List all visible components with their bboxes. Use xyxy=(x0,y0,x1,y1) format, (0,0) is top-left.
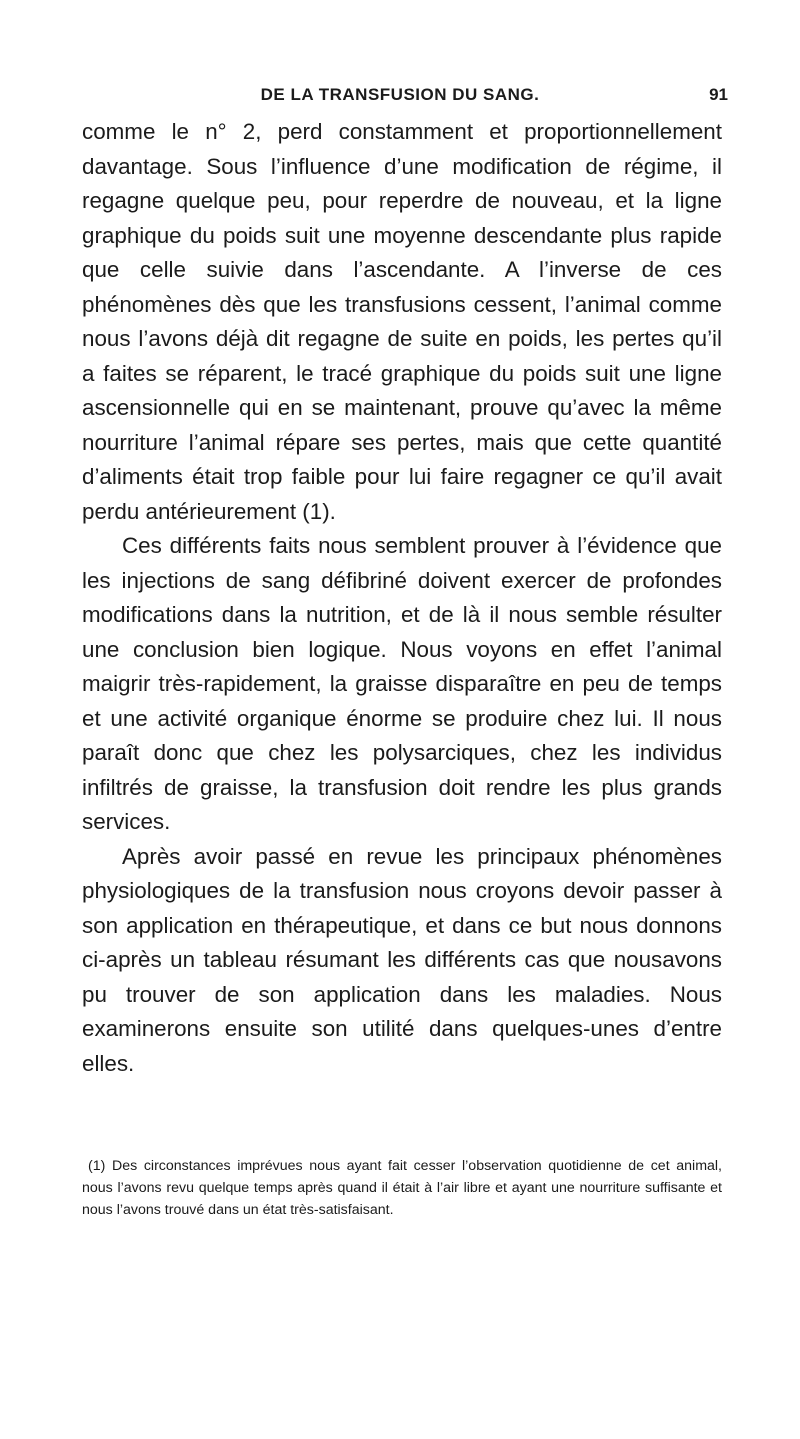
paragraph-1: comme le n° 2, perd constamment et proportionnellement davantage. Sous l’influence d’une modification de régime, il regagne quelque peu, pour reperdre de nouveau, et la ligne graphique du poids suit une moyenne descendante plus rapide que celle suivie dans l’ascendante. A l’inverse de ces phénomènes dès que les transfusions cessent, l’animal comme nous l’avons déjà dit regagne de suite en poids, les pertes qu’il a faites se réparent, le tracé graphique du poids suit une ligne ascensionnelle qui en se maintenant, prouve qu’avec la même nourriture l’animal répare ses pertes, mais que cette quantité d’aliments était trop faible pour lui faire regagner ce qu’il avait perdu antérieurement (1). xyxy=(82,119,722,524)
page-number: 91 xyxy=(709,85,728,104)
running-title: DE LA TRANSFUSION DU SANG. xyxy=(260,85,540,104)
paragraph-2: Ces différents faits nous semblent prouver à l’évidence que les injections de sang défibriné doivent exercer de profondes modifications dans la nutrition, et de là il nous semble résulter une conclusion bien logique. Nous voyons en effet l’animal maigrir très-rapidement, la graisse disparaître en peu de temps et une activité organique énorme se produire chez lui. Il nous paraît donc que chez les polysarciques, chez les individus infiltrés de graisse, la transfusion doit rendre les plus grands services. xyxy=(82,533,722,834)
footnote: (1) Des circonstances imprévues nous ayant fait cesser l’observation quotidienne de cet animal, nous l’avons revu quelque temps après quand il était à l’air libre et ayant une nourriture suffisante et nous l’avons trouvé dans un état très-satisfaisant. xyxy=(82,1158,722,1218)
main-text xyxy=(82,115,722,1081)
paragraph-3: Après avoir passé en revue les principaux phénomènes physiologiques de la transfusion nous croyons devoir passer à son application en thérapeutique, et dans ce but nous donnons ci-après un tableau résumant les différents cas que nousavons pu trouver de son application dans les maladies. Nous examinerons ensuite son utilité dans quelques-unes d’entre elles. xyxy=(82,843,722,1076)
